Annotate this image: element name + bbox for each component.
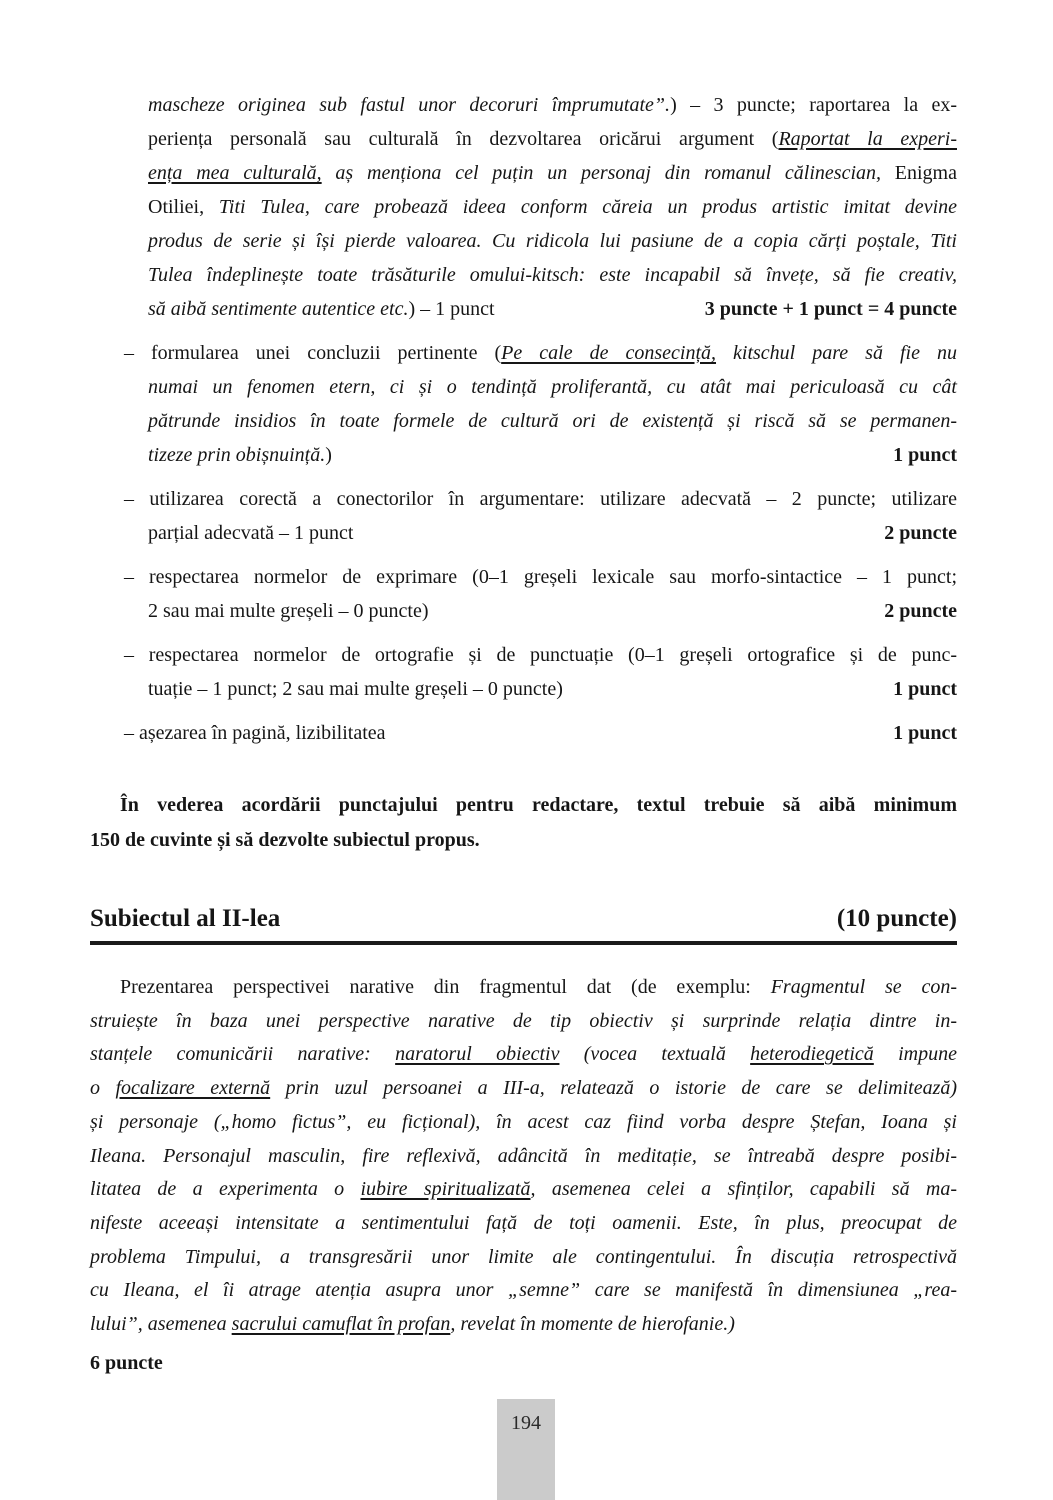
text-line xyxy=(148,258,957,292)
text-line xyxy=(124,638,957,672)
text-segment: ) – 3 puncte; raportarea la ex- xyxy=(670,94,958,116)
text-segment: iubire spiritualizată xyxy=(360,1178,531,1201)
text-segment: struiește în baza unei perspective narative de tip obiectiv și surprinde relația dintre in- xyxy=(90,1009,957,1032)
text-segment: – așezarea în pagină, lizibilitatea xyxy=(124,722,386,744)
text-segment: Raportat la experi- xyxy=(778,128,957,150)
page-number: 194 xyxy=(511,1412,541,1434)
rubric-item xyxy=(90,336,957,472)
line-text xyxy=(148,594,428,628)
text-segment: Titi Tulea, care probează ideea conform căreia un produs artistic imitat devine xyxy=(218,196,957,218)
text-segment: prin uzul persoanei a III-a, relatează o istorie de care se delimitează) xyxy=(270,1077,958,1100)
text-segment: 150 de cuvinte și să dezvolte subiectul propus. xyxy=(90,829,480,851)
points-value: 1 punct xyxy=(893,722,957,744)
text-segment: mascheze originea sub fastul unor decoruri împrumutate”. xyxy=(148,94,671,116)
text-line xyxy=(124,716,957,750)
text-line xyxy=(90,1241,957,1275)
note-paragraph xyxy=(90,788,957,858)
text-line xyxy=(90,823,957,858)
text-segment: – formularea unei concluzii pertinente ( xyxy=(124,342,502,364)
text-segment: periența personală sau culturală în dezvoltarea oricărui argument ( xyxy=(148,128,779,150)
text-line xyxy=(90,1207,957,1241)
text-segment: 6 puncte xyxy=(90,1351,163,1374)
text-line xyxy=(148,672,957,706)
text-line xyxy=(148,190,957,224)
text-line xyxy=(148,404,957,438)
text-line xyxy=(90,971,957,1005)
text-segment: pătrunde insidios în toate formele de cultură ori de existență și riscă să se permanen- xyxy=(148,410,957,432)
text-line xyxy=(148,292,957,326)
text-line xyxy=(124,482,957,516)
text-line xyxy=(90,1140,957,1174)
section-heading xyxy=(90,904,957,945)
text-segment: tuație – 1 punct; 2 sau mai multe greșeli – 0 puncte) xyxy=(148,678,563,700)
text-line xyxy=(148,516,957,550)
text-line xyxy=(148,594,957,628)
text-segment: litatea de a experimenta o xyxy=(90,1178,361,1201)
line-text xyxy=(148,292,495,326)
text-line xyxy=(148,122,957,156)
text-segment: cu Ileana, el îi atrage atenția asupra unor „semne” care se manifestă în dimensiunea „rea- xyxy=(90,1279,957,1302)
text-segment: lului”, asemenea xyxy=(90,1313,232,1336)
text-segment: focalizare externă xyxy=(115,1077,271,1100)
text-line xyxy=(90,1038,957,1072)
model-answer-paragraph xyxy=(90,971,957,1342)
text-segment: numai un fenomen etern, ci și o tendință proliferantă, cu atât mai periculoasă cu cât xyxy=(148,376,957,398)
text-line xyxy=(90,1072,957,1106)
text-line xyxy=(148,88,957,122)
points-value: 1 punct xyxy=(893,444,957,466)
text-line xyxy=(90,1308,957,1342)
text-line xyxy=(148,224,957,258)
page-number-tab xyxy=(497,1399,555,1500)
text-segment: heterodiegetică xyxy=(750,1043,874,1066)
section-points: (10 puncte) xyxy=(836,905,957,932)
points-value: 1 punct xyxy=(893,678,957,700)
text-line xyxy=(148,156,957,190)
text-line xyxy=(124,336,957,370)
text-segment: Pe cale de consecință, xyxy=(501,342,717,364)
page-content xyxy=(90,88,957,1380)
text-segment: 2 sau mai multe greșeli – 0 puncte) xyxy=(148,600,429,622)
text-segment: Enigma xyxy=(881,162,957,184)
text-segment: ) – 1 punct xyxy=(408,298,495,320)
line-text xyxy=(124,716,386,750)
text-segment: Otiliei, xyxy=(148,196,219,218)
text-segment: ența mea culturală, xyxy=(148,162,322,184)
text-line xyxy=(90,1173,957,1207)
text-segment: Ileana. Personajul masculin, fire reflexivă, adâncită în meditație, se întreabă despre posibi- xyxy=(90,1144,957,1167)
text-segment: Fragmentul se con- xyxy=(770,976,957,998)
text-segment: – respectarea normelor de ortografie și de punctuație (0–1 greșeli ortografice și de punc- xyxy=(124,644,957,666)
text-line xyxy=(90,1005,957,1039)
text-segment: – utilizarea corectă a conectorilor în argumentare: utilizare adecvată – 2 puncte; utilizare xyxy=(124,488,957,510)
text-segment: problema Timpului, a transgresării unor limite ale contingentului. În discuția retrospectivă xyxy=(90,1245,957,1268)
text-segment: ) xyxy=(325,444,332,466)
text-segment: aș menționa cel puțin un personaj din romanul călinescian, xyxy=(321,162,881,184)
points-value: 2 puncte xyxy=(884,522,957,544)
text-segment: impune xyxy=(873,1043,957,1066)
text-segment: Prezentarea perspectivei narative din fragmentul dat (de exemplu: xyxy=(120,976,771,998)
text-segment: o xyxy=(90,1077,116,1100)
text-segment: Tulea îndeplinește toate trăsăturile omului-kitsch: este incapabil să învețe, să fie creativ, xyxy=(148,264,957,286)
points-value: 2 puncte xyxy=(884,600,957,622)
text-segment: stanțele comunicării narative: xyxy=(90,1043,396,1066)
rubric-item-continuation xyxy=(90,88,957,326)
text-segment: și personaje („homo fictus”, eu ficțional), în acest caz fiind vorba despre Ștefan, Ioana și xyxy=(90,1110,957,1133)
section-title: Subiectul al II-lea xyxy=(90,905,281,932)
points-total-line xyxy=(90,1346,957,1380)
points-value: 3 puncte + 1 punct = 4 puncte xyxy=(704,298,957,320)
text-line xyxy=(148,370,957,404)
text-segment: , revelat în momente de hierofanie.) xyxy=(450,1313,735,1336)
text-line xyxy=(148,438,957,472)
text-segment: , asemenea celei a sfinților, capabili să ma- xyxy=(530,1178,957,1201)
text-segment: (vocea textuală xyxy=(559,1043,751,1066)
text-line xyxy=(90,1346,957,1380)
text-segment: să aibă sentimente autentice etc. xyxy=(148,298,409,320)
text-segment: nifeste aceeași intensitate a sentimentului față de toți oamenii. Este, în plus, preocupat de xyxy=(90,1211,957,1234)
line-text xyxy=(148,672,563,706)
rubric-item xyxy=(90,560,957,628)
text-segment: naratorul obiectiv xyxy=(395,1043,560,1066)
text-segment: kitschul pare să fie nu xyxy=(716,342,957,364)
rubric-item xyxy=(90,638,957,706)
rubric-item xyxy=(90,716,957,750)
text-line xyxy=(90,1106,957,1140)
rubric-item xyxy=(90,482,957,550)
text-segment: tizeze prin obișnuință. xyxy=(148,444,326,466)
text-segment: – respectarea normelor de exprimare (0–1 greșeli lexicale sau morfo-sintactice – 1 punct; xyxy=(124,566,957,588)
text-segment: sacrului camuflat în profan xyxy=(231,1313,451,1336)
text-line xyxy=(90,1274,957,1308)
text-line xyxy=(124,560,957,594)
text-segment: În vederea acordării punctajului pentru redactare, textul trebuie să aibă minimum xyxy=(120,794,957,816)
text-segment: parțial adecvată – 1 punct xyxy=(148,522,354,544)
text-line xyxy=(90,788,957,823)
line-text xyxy=(148,438,332,472)
line-text xyxy=(148,516,353,550)
text-segment: produs de serie și își pierde valoarea. Cu ridicola lui pasiune de a copia cărți poștale, Titi xyxy=(148,230,957,252)
